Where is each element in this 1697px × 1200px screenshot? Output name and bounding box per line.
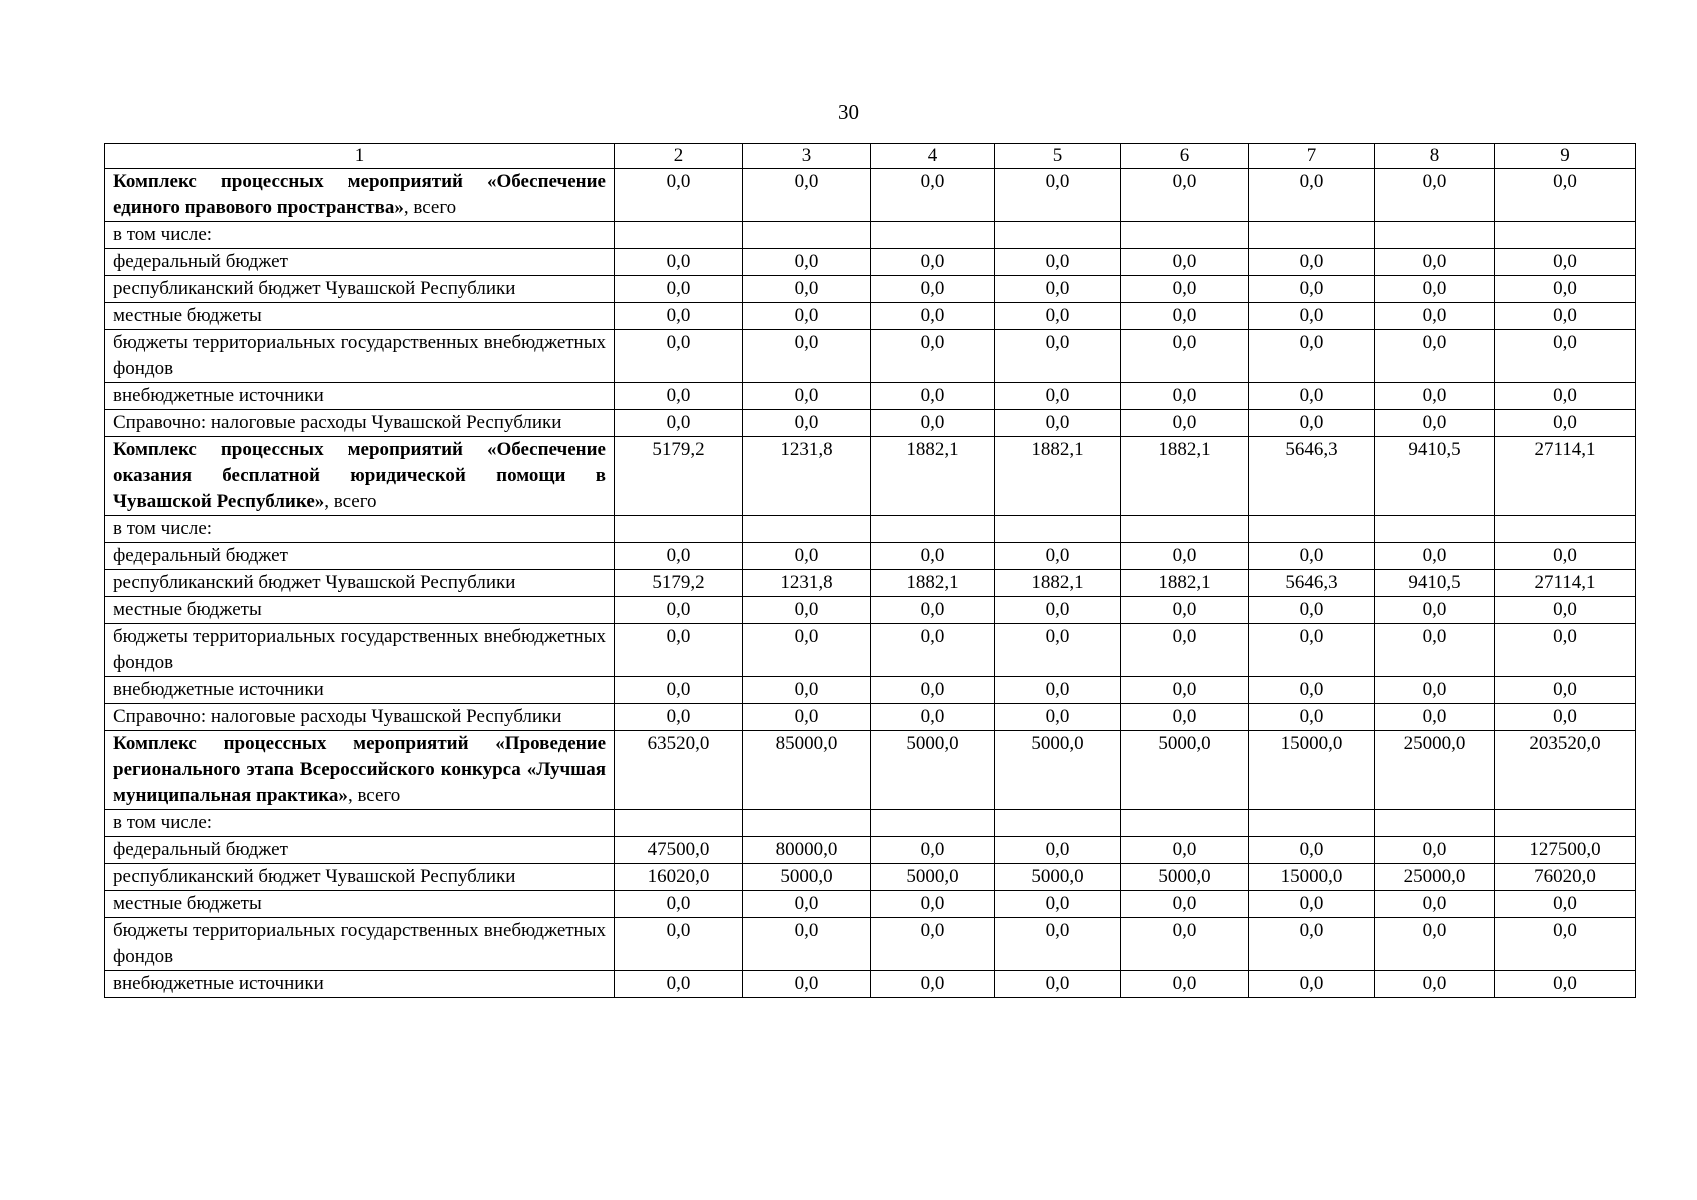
value-cell-col-4: 0,0	[871, 704, 995, 731]
value-cell-col-7: 0,0	[1249, 918, 1375, 971]
value-cell-col-2: 0,0	[615, 891, 743, 918]
value-cell-col-3: 1231,8	[743, 437, 871, 516]
value-cell-col-2: 0,0	[615, 918, 743, 971]
value-cell-col-5: 0,0	[995, 597, 1121, 624]
table-row	[105, 918, 1636, 971]
table-body	[105, 169, 1636, 998]
table-row	[105, 597, 1636, 624]
value-cell-col-5: 0,0	[995, 704, 1121, 731]
value-cell-col-6: 0,0	[1121, 918, 1249, 971]
row-label	[105, 918, 615, 971]
row-label-text: , всего	[324, 491, 377, 512]
row-label-text: республиканский бюджет Чувашской Республики	[113, 866, 516, 887]
budget-table	[104, 143, 1636, 998]
row-label	[105, 837, 615, 864]
value-cell-col-3: 0,0	[743, 330, 871, 383]
row-label	[105, 864, 615, 891]
value-cell-col-3: 0,0	[743, 169, 871, 222]
value-cell-col-9: 0,0	[1495, 624, 1636, 677]
row-label	[105, 410, 615, 437]
value-cell-col-7: 0,0	[1249, 837, 1375, 864]
value-cell-col-4: 0,0	[871, 597, 995, 624]
value-cell-col-6: 5000,0	[1121, 731, 1249, 810]
value-cell-col-3: 0,0	[743, 276, 871, 303]
value-cell-col-9: 0,0	[1495, 249, 1636, 276]
value-cell-col-3: 0,0	[743, 383, 871, 410]
row-label-text: местные бюджеты	[113, 305, 262, 326]
value-cell-col-7: 0,0	[1249, 597, 1375, 624]
value-cell-col-9	[1495, 222, 1636, 249]
table-row	[105, 249, 1636, 276]
value-cell-col-8: 0,0	[1375, 410, 1495, 437]
row-label	[105, 276, 615, 303]
value-cell-col-6: 0,0	[1121, 704, 1249, 731]
row-label-text: федеральный бюджет	[113, 251, 288, 272]
table-row	[105, 624, 1636, 677]
row-label	[105, 330, 615, 383]
value-cell-col-3	[743, 810, 871, 837]
value-cell-col-9: 0,0	[1495, 677, 1636, 704]
value-cell-col-3: 0,0	[743, 303, 871, 330]
value-cell-col-6	[1121, 222, 1249, 249]
value-cell-col-3: 85000,0	[743, 731, 871, 810]
value-cell-col-9: 0,0	[1495, 891, 1636, 918]
section-title: Комплекс процессных мероприятий «Обеспечение оказания бесплатной юридической помощи в Чувашской Республике»	[113, 439, 606, 512]
value-cell-col-5: 0,0	[995, 249, 1121, 276]
value-cell-col-4: 5000,0	[871, 864, 995, 891]
value-cell-col-9: 0,0	[1495, 383, 1636, 410]
value-cell-col-6	[1121, 516, 1249, 543]
value-cell-col-6: 1882,1	[1121, 437, 1249, 516]
row-label	[105, 249, 615, 276]
value-cell-col-3: 0,0	[743, 249, 871, 276]
value-cell-col-2: 0,0	[615, 971, 743, 998]
value-cell-col-7: 15000,0	[1249, 731, 1375, 810]
value-cell-col-4: 0,0	[871, 330, 995, 383]
row-label	[105, 437, 615, 516]
value-cell-col-3: 0,0	[743, 597, 871, 624]
value-cell-col-5: 1882,1	[995, 437, 1121, 516]
value-cell-col-6: 0,0	[1121, 891, 1249, 918]
value-cell-col-7: 0,0	[1249, 971, 1375, 998]
table-row	[105, 222, 1636, 249]
table-row	[105, 891, 1636, 918]
column-header-7: 7	[1249, 144, 1375, 169]
row-label	[105, 731, 615, 810]
value-cell-col-8: 0,0	[1375, 303, 1495, 330]
table-row	[105, 704, 1636, 731]
value-cell-col-5: 0,0	[995, 276, 1121, 303]
section-title: Комплекс процессных мероприятий «Проведение регионального этапа Всероссийского конкурса «Лучшая муниципальная практика»	[113, 733, 606, 806]
value-cell-col-6: 0,0	[1121, 837, 1249, 864]
value-cell-col-7: 5646,3	[1249, 570, 1375, 597]
value-cell-col-3	[743, 222, 871, 249]
value-cell-col-8: 0,0	[1375, 383, 1495, 410]
value-cell-col-9: 0,0	[1495, 704, 1636, 731]
value-cell-col-2: 47500,0	[615, 837, 743, 864]
value-cell-col-3	[743, 516, 871, 543]
value-cell-col-7: 15000,0	[1249, 864, 1375, 891]
value-cell-col-8: 0,0	[1375, 169, 1495, 222]
value-cell-col-6: 0,0	[1121, 383, 1249, 410]
section-total-row	[105, 731, 1636, 810]
value-cell-col-3: 5000,0	[743, 864, 871, 891]
row-label-text: федеральный бюджет	[113, 839, 288, 860]
value-cell-col-3: 0,0	[743, 543, 871, 570]
value-cell-col-4: 0,0	[871, 276, 995, 303]
value-cell-col-7: 0,0	[1249, 410, 1375, 437]
value-cell-col-8: 0,0	[1375, 543, 1495, 570]
value-cell-col-7	[1249, 516, 1375, 543]
row-label	[105, 516, 615, 543]
value-cell-col-9: 27114,1	[1495, 570, 1636, 597]
value-cell-col-8: 25000,0	[1375, 731, 1495, 810]
row-label-text: , всего	[347, 785, 401, 806]
row-label	[105, 677, 615, 704]
value-cell-col-2	[615, 810, 743, 837]
value-cell-col-2: 0,0	[615, 276, 743, 303]
row-label-text: бюджеты территориальных государственных внебюджетных фондов	[113, 626, 606, 673]
table-row	[105, 837, 1636, 864]
value-cell-col-8	[1375, 810, 1495, 837]
row-label	[105, 810, 615, 837]
section-title: Комплекс процессных мероприятий «Обеспечение единого правового пространства»	[113, 171, 606, 218]
value-cell-col-6: 0,0	[1121, 677, 1249, 704]
row-label-text: Справочно: налоговые расходы Чувашской Республики	[113, 412, 562, 433]
value-cell-col-2: 0,0	[615, 303, 743, 330]
value-cell-col-5	[995, 222, 1121, 249]
value-cell-col-4: 0,0	[871, 918, 995, 971]
value-cell-col-9: 0,0	[1495, 276, 1636, 303]
value-cell-col-8: 9410,5	[1375, 570, 1495, 597]
row-label-text: федеральный бюджет	[113, 545, 288, 566]
value-cell-col-5: 0,0	[995, 918, 1121, 971]
value-cell-col-2: 0,0	[615, 597, 743, 624]
value-cell-col-3: 0,0	[743, 971, 871, 998]
value-cell-col-8: 0,0	[1375, 704, 1495, 731]
value-cell-col-5: 0,0	[995, 971, 1121, 998]
value-cell-col-8: 9410,5	[1375, 437, 1495, 516]
value-cell-col-6: 0,0	[1121, 543, 1249, 570]
value-cell-col-2	[615, 516, 743, 543]
value-cell-col-7: 0,0	[1249, 891, 1375, 918]
table-row	[105, 303, 1636, 330]
value-cell-col-6: 0,0	[1121, 169, 1249, 222]
value-cell-col-8: 0,0	[1375, 597, 1495, 624]
value-cell-col-9: 0,0	[1495, 543, 1636, 570]
row-label-text: внебюджетные источники	[113, 679, 324, 700]
value-cell-col-2: 0,0	[615, 249, 743, 276]
value-cell-col-5: 0,0	[995, 891, 1121, 918]
page-number: 30	[838, 100, 859, 124]
value-cell-col-9	[1495, 516, 1636, 543]
column-header-8: 8	[1375, 144, 1495, 169]
value-cell-col-4: 1882,1	[871, 570, 995, 597]
value-cell-col-7: 0,0	[1249, 677, 1375, 704]
value-cell-col-9: 0,0	[1495, 330, 1636, 383]
value-cell-col-6: 0,0	[1121, 971, 1249, 998]
value-cell-col-6: 0,0	[1121, 330, 1249, 383]
value-cell-col-4: 0,0	[871, 543, 995, 570]
value-cell-col-9: 0,0	[1495, 410, 1636, 437]
value-cell-col-2: 0,0	[615, 677, 743, 704]
row-label-text: Справочно: налоговые расходы Чувашской Республики	[113, 706, 562, 727]
value-cell-col-3: 1231,8	[743, 570, 871, 597]
column-header-5: 5	[995, 144, 1121, 169]
value-cell-col-7	[1249, 222, 1375, 249]
value-cell-col-3: 80000,0	[743, 837, 871, 864]
value-cell-col-8: 0,0	[1375, 677, 1495, 704]
row-label	[105, 383, 615, 410]
value-cell-col-9: 76020,0	[1495, 864, 1636, 891]
value-cell-col-4: 0,0	[871, 971, 995, 998]
value-cell-col-5: 5000,0	[995, 864, 1121, 891]
row-label-text: в том числе:	[113, 518, 213, 539]
table-row	[105, 276, 1636, 303]
table-row	[105, 971, 1636, 998]
table-row	[105, 810, 1636, 837]
row-label	[105, 597, 615, 624]
row-label	[105, 303, 615, 330]
value-cell-col-4	[871, 516, 995, 543]
value-cell-col-3: 0,0	[743, 891, 871, 918]
value-cell-col-5: 5000,0	[995, 731, 1121, 810]
value-cell-col-5: 0,0	[995, 303, 1121, 330]
value-cell-col-8: 0,0	[1375, 276, 1495, 303]
value-cell-col-8: 0,0	[1375, 971, 1495, 998]
value-cell-col-2: 0,0	[615, 169, 743, 222]
value-cell-col-8: 0,0	[1375, 837, 1495, 864]
value-cell-col-4: 0,0	[871, 249, 995, 276]
table-row	[105, 330, 1636, 383]
value-cell-col-9	[1495, 810, 1636, 837]
value-cell-col-6: 0,0	[1121, 276, 1249, 303]
value-cell-col-7: 0,0	[1249, 704, 1375, 731]
value-cell-col-2: 63520,0	[615, 731, 743, 810]
value-cell-col-9: 203520,0	[1495, 731, 1636, 810]
value-cell-col-2: 5179,2	[615, 570, 743, 597]
value-cell-col-7: 0,0	[1249, 249, 1375, 276]
value-cell-col-7: 0,0	[1249, 169, 1375, 222]
value-cell-col-4: 0,0	[871, 383, 995, 410]
row-label	[105, 222, 615, 249]
value-cell-col-5: 0,0	[995, 383, 1121, 410]
row-label	[105, 570, 615, 597]
value-cell-col-6	[1121, 810, 1249, 837]
value-cell-col-7: 0,0	[1249, 303, 1375, 330]
value-cell-col-7: 0,0	[1249, 330, 1375, 383]
value-cell-col-5: 1882,1	[995, 570, 1121, 597]
value-cell-col-9: 27114,1	[1495, 437, 1636, 516]
column-header-3: 3	[743, 144, 871, 169]
value-cell-col-7	[1249, 810, 1375, 837]
table-row	[105, 570, 1636, 597]
value-cell-col-4: 0,0	[871, 410, 995, 437]
value-cell-col-3: 0,0	[743, 677, 871, 704]
header-row	[105, 144, 1636, 169]
value-cell-col-9: 0,0	[1495, 169, 1636, 222]
section-total-row	[105, 169, 1636, 222]
value-cell-col-4: 0,0	[871, 677, 995, 704]
value-cell-col-4: 0,0	[871, 303, 995, 330]
row-label-text: бюджеты территориальных государственных внебюджетных фондов	[113, 920, 606, 967]
value-cell-col-4: 5000,0	[871, 731, 995, 810]
value-cell-col-4	[871, 810, 995, 837]
value-cell-col-3: 0,0	[743, 918, 871, 971]
value-cell-col-2: 0,0	[615, 410, 743, 437]
row-label-text: местные бюджеты	[113, 893, 262, 914]
value-cell-col-9: 0,0	[1495, 918, 1636, 971]
row-label-text: местные бюджеты	[113, 599, 262, 620]
value-cell-col-8: 0,0	[1375, 891, 1495, 918]
row-label-text: внебюджетные источники	[113, 385, 324, 406]
value-cell-col-4: 1882,1	[871, 437, 995, 516]
value-cell-col-3: 0,0	[743, 624, 871, 677]
value-cell-col-5: 0,0	[995, 837, 1121, 864]
value-cell-col-8: 0,0	[1375, 249, 1495, 276]
value-cell-col-5: 0,0	[995, 410, 1121, 437]
value-cell-col-7: 0,0	[1249, 624, 1375, 677]
section-total-row	[105, 437, 1636, 516]
value-cell-col-2: 0,0	[615, 383, 743, 410]
value-cell-col-4	[871, 222, 995, 249]
value-cell-col-2: 0,0	[615, 624, 743, 677]
column-header-9: 9	[1495, 144, 1636, 169]
table-row	[105, 383, 1636, 410]
value-cell-col-6: 0,0	[1121, 597, 1249, 624]
value-cell-col-7: 0,0	[1249, 276, 1375, 303]
value-cell-col-7: 5646,3	[1249, 437, 1375, 516]
column-header-6: 6	[1121, 144, 1249, 169]
row-label	[105, 704, 615, 731]
value-cell-col-8: 25000,0	[1375, 864, 1495, 891]
value-cell-col-9: 127500,0	[1495, 837, 1636, 864]
value-cell-col-4: 0,0	[871, 837, 995, 864]
row-label-text: республиканский бюджет Чувашской Республики	[113, 278, 516, 299]
column-header-2: 2	[615, 144, 743, 169]
row-label	[105, 624, 615, 677]
value-cell-col-5: 0,0	[995, 624, 1121, 677]
value-cell-col-7: 0,0	[1249, 383, 1375, 410]
value-cell-col-5: 0,0	[995, 543, 1121, 570]
value-cell-col-3: 0,0	[743, 704, 871, 731]
value-cell-col-5	[995, 810, 1121, 837]
value-cell-col-7: 0,0	[1249, 543, 1375, 570]
value-cell-col-6: 0,0	[1121, 410, 1249, 437]
value-cell-col-9: 0,0	[1495, 971, 1636, 998]
value-cell-col-2: 16020,0	[615, 864, 743, 891]
value-cell-col-4: 0,0	[871, 169, 995, 222]
value-cell-col-5	[995, 516, 1121, 543]
value-cell-col-9: 0,0	[1495, 597, 1636, 624]
row-label-text: республиканский бюджет Чувашской Республики	[113, 572, 516, 593]
value-cell-col-6: 0,0	[1121, 303, 1249, 330]
value-cell-col-5: 0,0	[995, 169, 1121, 222]
value-cell-col-5: 0,0	[995, 330, 1121, 383]
value-cell-col-6: 5000,0	[1121, 864, 1249, 891]
row-label	[105, 891, 615, 918]
value-cell-col-4: 0,0	[871, 624, 995, 677]
table-row	[105, 864, 1636, 891]
value-cell-col-2	[615, 222, 743, 249]
value-cell-col-5: 0,0	[995, 677, 1121, 704]
row-label	[105, 169, 615, 222]
table-row	[105, 516, 1636, 543]
value-cell-col-8: 0,0	[1375, 918, 1495, 971]
row-label	[105, 543, 615, 570]
column-header-1: 1	[105, 144, 615, 169]
row-label-text: в том числе:	[113, 224, 213, 245]
value-cell-col-4: 0,0	[871, 891, 995, 918]
value-cell-col-3: 0,0	[743, 410, 871, 437]
value-cell-col-2: 0,0	[615, 543, 743, 570]
row-label	[105, 971, 615, 998]
table-row	[105, 410, 1636, 437]
row-label-text: в том числе:	[113, 812, 213, 833]
value-cell-col-8: 0,0	[1375, 624, 1495, 677]
value-cell-col-2: 0,0	[615, 704, 743, 731]
table-row	[105, 677, 1636, 704]
value-cell-col-6: 0,0	[1121, 249, 1249, 276]
value-cell-col-6: 1882,1	[1121, 570, 1249, 597]
value-cell-col-6: 0,0	[1121, 624, 1249, 677]
value-cell-col-9: 0,0	[1495, 303, 1636, 330]
value-cell-col-2: 0,0	[615, 330, 743, 383]
row-label-text: бюджеты территориальных государственных внебюджетных фондов	[113, 332, 606, 379]
column-header-4: 4	[871, 144, 995, 169]
row-label-text: внебюджетные источники	[113, 973, 324, 994]
value-cell-col-2: 5179,2	[615, 437, 743, 516]
value-cell-col-8: 0,0	[1375, 330, 1495, 383]
row-label-text: , всего	[403, 197, 457, 218]
value-cell-col-8	[1375, 222, 1495, 249]
table-row	[105, 543, 1636, 570]
value-cell-col-8	[1375, 516, 1495, 543]
